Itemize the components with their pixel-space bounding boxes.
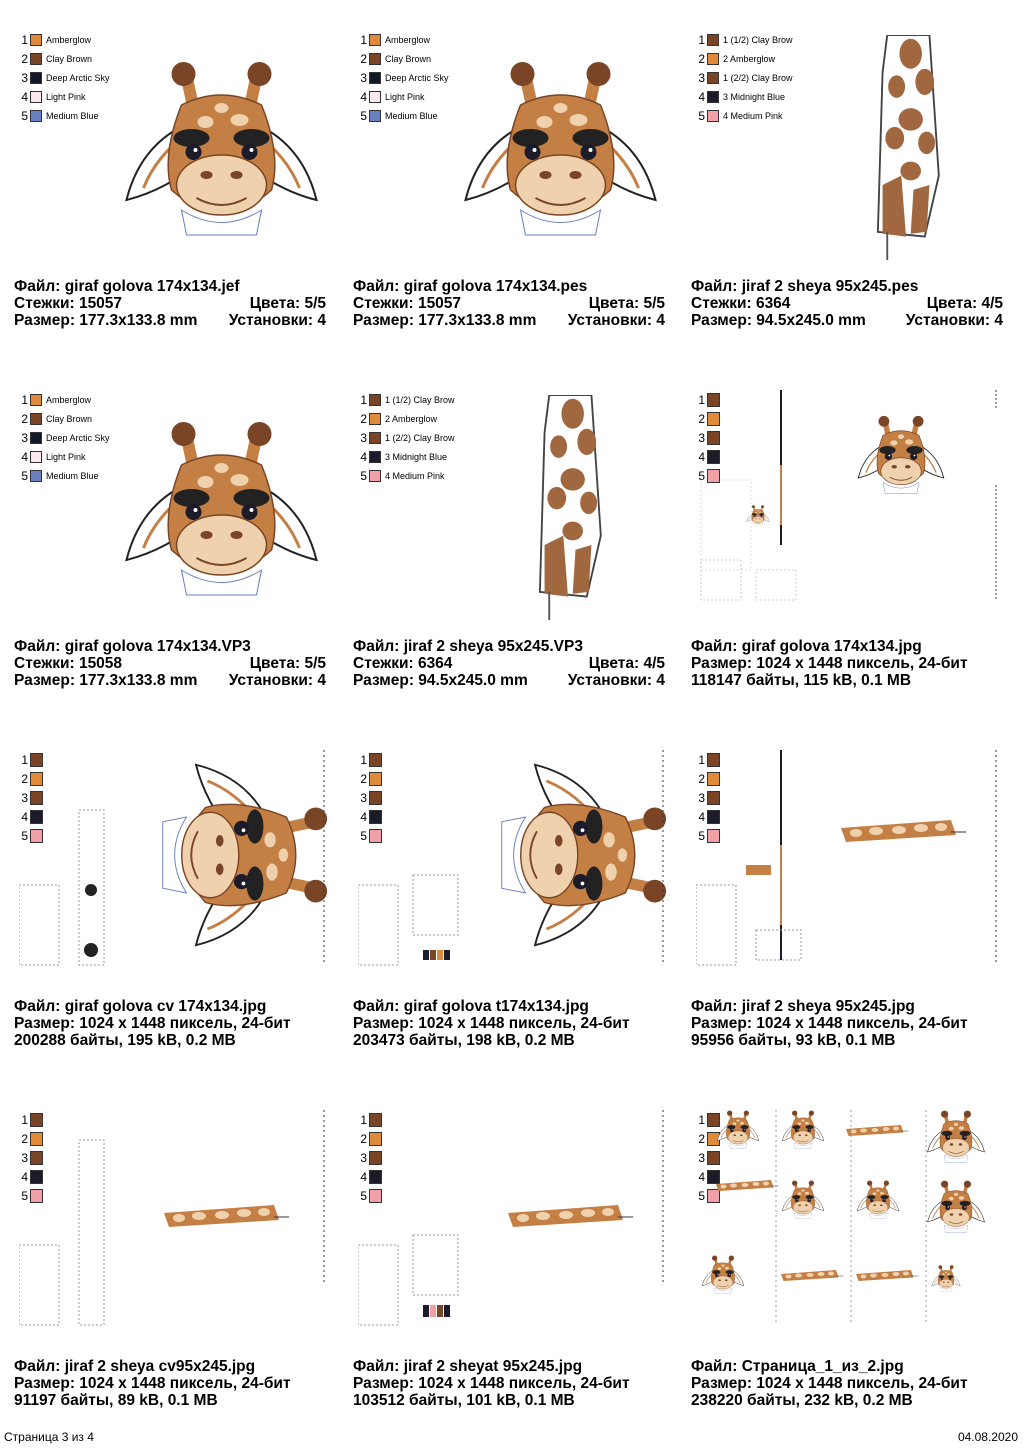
page-preview xyxy=(19,745,329,970)
page-preview xyxy=(358,1105,668,1330)
file-name: Файл: giraf golova 174x134.jef xyxy=(14,278,240,295)
file-size: 91197 байты, 89 kB, 0.1 MB xyxy=(14,1392,218,1409)
color-legend: 1 2 3 4 5 xyxy=(696,1110,720,1205)
thumbnail xyxy=(353,740,673,980)
print-date: 04.08.2020 xyxy=(957,1430,1018,1444)
stitches: Стежки: 6364 xyxy=(353,655,453,672)
image-size: Размер: 1024 x 1448 пиксель, 24-бит xyxy=(691,1015,968,1032)
colors-count: Цвета: 4/5 xyxy=(588,655,665,672)
page-preview xyxy=(358,745,668,970)
thumbnail xyxy=(14,380,334,620)
settings: Установки: 4 xyxy=(228,312,326,329)
file-size: 203473 байты, 198 kB, 0.2 MB xyxy=(353,1032,575,1049)
file-info xyxy=(691,278,1003,329)
file-info xyxy=(691,638,1003,689)
thumbnail xyxy=(353,380,673,620)
page-preview xyxy=(19,1105,329,1330)
colors-count: Цвета: 5/5 xyxy=(588,295,665,312)
thumbnail xyxy=(14,740,334,980)
color-legend: 1 Amberglow 2 Clay Brown 3 Deep Arctic Sky 4 Light Pink 5 Medium Blue xyxy=(21,392,110,483)
file-size: 200288 байты, 195 kB, 0.2 MB xyxy=(14,1032,236,1049)
page-preview xyxy=(696,1105,1006,1330)
thumbnail xyxy=(691,1100,1011,1340)
color-legend: 1 2 3 4 5 xyxy=(696,390,720,485)
file-name: Файл: Страница_1_из_2.jpg xyxy=(691,1358,904,1375)
giraffe-head-image xyxy=(119,420,324,600)
file-info xyxy=(14,998,326,1049)
color-swatch xyxy=(30,110,42,122)
file-name: Файл: jiraf 2 sheya 95x245.pes xyxy=(691,278,919,295)
image-size: Размер: 1024 x 1448 пиксель, 24-бит xyxy=(691,655,968,672)
color-legend: 1 Amberglow 2 Clay Brown 3 Deep Arctic Sky 4 Light Pink 5 Medium Blue xyxy=(360,32,449,123)
color-legend: 1 2 3 4 5 xyxy=(358,1110,382,1205)
colors-count: Цвета: 4/5 xyxy=(926,295,1003,312)
file-name: Файл: giraf golova cv 174x134.jpg xyxy=(14,998,267,1015)
file-name: Файл: jiraf 2 sheya 95x245.jpg xyxy=(691,998,915,1015)
page-number: Страница 3 из 4 xyxy=(4,1430,94,1444)
stitches: Стежки: 15058 xyxy=(14,655,123,672)
size: Размер: 177.3x133.8 mm xyxy=(353,312,537,329)
file-name: Файл: jiraf 2 sheyat 95x245.jpg xyxy=(353,1358,583,1375)
color-legend: 1 Amberglow 2 Clay Brown 3 Deep Arctic Sky 4 Light Pink 5 Medium Blue xyxy=(21,32,110,123)
thumbnail xyxy=(14,20,334,260)
file-info xyxy=(14,638,326,689)
image-size: Размер: 1024 x 1448 пиксель, 24-бит xyxy=(353,1015,630,1032)
giraffe-neck-image xyxy=(518,395,618,620)
color-legend: 1 2 3 4 5 xyxy=(358,750,382,845)
file-info xyxy=(14,1358,326,1409)
stitches: Стежки: 15057 xyxy=(353,295,462,312)
stitches: Стежки: 15057 xyxy=(14,295,123,312)
file-name: Файл: giraf golova 174x134.VP3 xyxy=(14,638,251,655)
thumbnail xyxy=(353,20,673,260)
file-name: Файл: jiraf 2 sheya 95x245.VP3 xyxy=(353,638,583,655)
file-info xyxy=(353,998,665,1049)
size: Размер: 177.3x133.8 mm xyxy=(14,672,198,689)
file-size: 103512 байты, 101 kB, 0.1 MB xyxy=(353,1392,575,1409)
file-name: Файл: giraf golova t174x134.jpg xyxy=(353,998,589,1015)
giraffe-neck-image xyxy=(856,35,956,260)
file-info xyxy=(691,1358,1003,1409)
color-legend: 1 2 3 4 5 xyxy=(19,1110,43,1205)
color-legend: 1 1 (1/2) Clay Brow 2 2 Amberglow 3 1 (2/2) Clay Brow 4 3 Midnight Blue 5 4 Medium Pink xyxy=(360,392,455,483)
file-info xyxy=(353,1358,665,1409)
file-info xyxy=(691,998,1003,1049)
colors-count: Цвета: 5/5 xyxy=(249,295,326,312)
color-legend: 1 1 (1/2) Clay Brow 2 2 Amberglow 3 1 (2/2) Clay Brow 4 3 Midnight Blue 5 4 Medium Pink xyxy=(698,32,793,123)
file-size: 95956 байты, 93 kB, 0.1 MB xyxy=(691,1032,896,1049)
file-info xyxy=(14,278,326,329)
size: Размер: 94.5x245.0 mm xyxy=(353,672,528,689)
colors-count: Цвета: 5/5 xyxy=(249,655,326,672)
thumbnail xyxy=(14,1100,334,1340)
file-size: 118147 байты, 115 kB, 0.1 MB xyxy=(691,672,912,689)
image-size: Размер: 1024 x 1448 пиксель, 24-бит xyxy=(14,1015,291,1032)
thumbnail xyxy=(691,740,1011,980)
image-size: Размер: 1024 x 1448 пиксель, 24-бит xyxy=(691,1375,968,1392)
color-legend: 1 2 3 4 5 xyxy=(696,750,720,845)
file-name: Файл: giraf golova 174x134.pes xyxy=(353,278,588,295)
stitches: Стежки: 6364 xyxy=(691,295,791,312)
thumbnail xyxy=(691,380,1011,620)
image-size: Размер: 1024 x 1448 пиксель, 24-бит xyxy=(14,1375,291,1392)
size: Размер: 94.5x245.0 mm xyxy=(691,312,866,329)
color-swatch xyxy=(30,53,42,65)
file-name: Файл: jiraf 2 sheya cv95x245.jpg xyxy=(14,1358,256,1375)
settings: Установки: 4 xyxy=(905,312,1003,329)
giraffe-head-image xyxy=(119,60,324,240)
thumbnail xyxy=(353,1100,673,1340)
color-swatch xyxy=(30,34,42,46)
thumbnail xyxy=(691,20,1011,260)
color-legend: 1 2 3 4 5 xyxy=(19,750,43,845)
file-name: Файл: giraf golova 174x134.jpg xyxy=(691,638,922,655)
file-info xyxy=(353,278,665,329)
image-size: Размер: 1024 x 1448 пиксель, 24-бит xyxy=(353,1375,630,1392)
page-preview xyxy=(696,745,1006,970)
giraffe-head-image xyxy=(458,60,663,240)
color-swatch xyxy=(30,72,42,84)
settings: Установки: 4 xyxy=(228,672,326,689)
size: Размер: 177.3x133.8 mm xyxy=(14,312,198,329)
settings: Установки: 4 xyxy=(567,312,665,329)
file-size: 238220 байты, 232 kB, 0.2 MB xyxy=(691,1392,913,1409)
page-preview xyxy=(696,385,1006,610)
color-swatch xyxy=(30,91,42,103)
settings: Установки: 4 xyxy=(567,672,665,689)
file-info xyxy=(353,638,665,689)
